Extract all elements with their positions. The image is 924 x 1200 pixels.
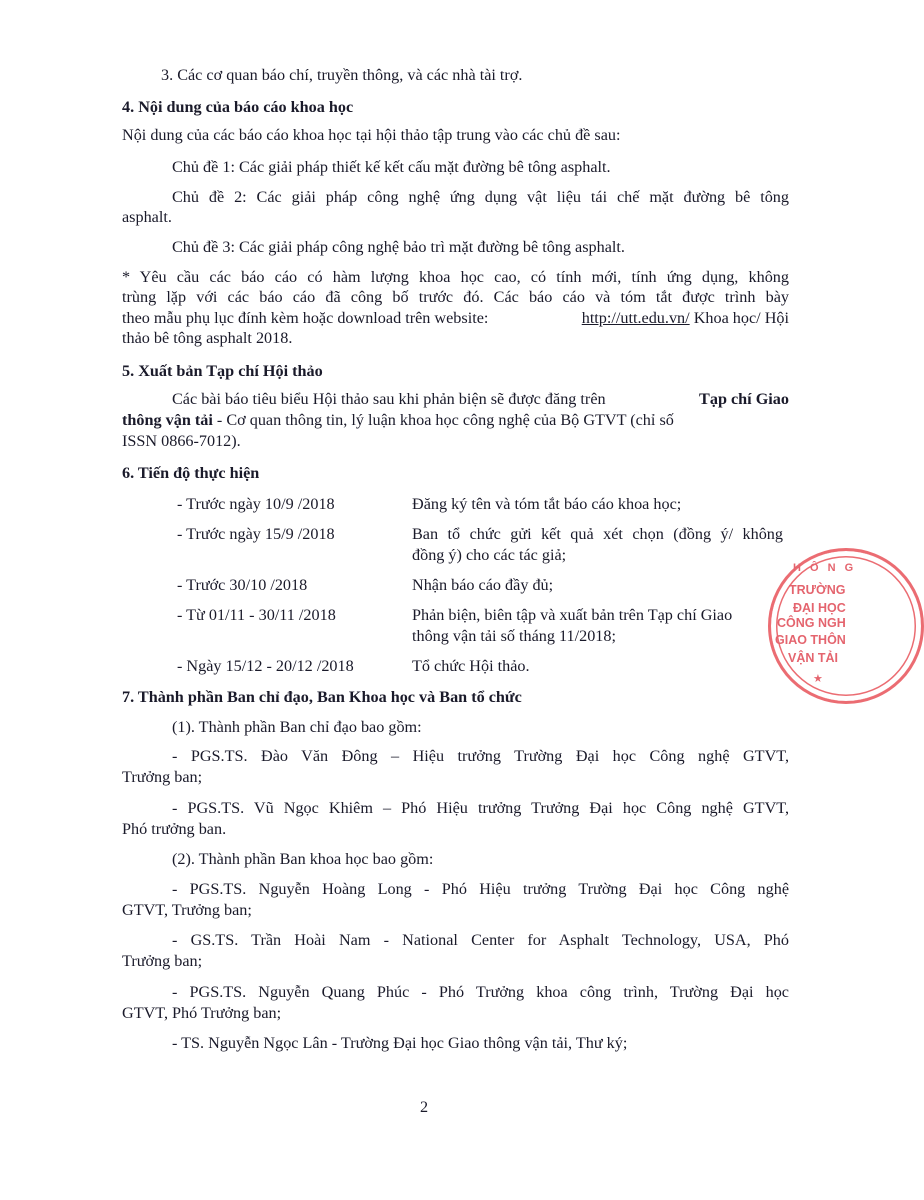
section-6-heading: 6. Tiến độ thực hiện — [122, 464, 260, 482]
schedule-date: - Từ 01/11 - 30/11 /2018 — [177, 606, 336, 624]
website-link[interactable]: http://utt.edu.vn/ — [581, 309, 690, 327]
science-member-1-role: GTVT, Trưởng ban; — [122, 901, 252, 919]
topic-1: Chủ đề 1: Các giải pháp thiết kế kết cấu mặt đường bê tông asphalt. — [172, 158, 611, 176]
section-5-line-1-text: Các bài báo tiêu biểu Hội thảo sau khi phản biện sẽ được đăng trên — [172, 390, 606, 408]
seal-line-2: ĐẠI HỌC — [793, 601, 846, 615]
science-member-2: - GS.TS. Trần Hoài Nam - National Center for Asphalt Technology, USA, Phó — [172, 931, 789, 949]
steering-member-2: - PGS.TS. Vũ Ngọc Khiêm – Phó Hiệu trưởng Trưởng Đại học Công nghệ GTVT, — [172, 799, 789, 817]
schedule-task-cont: đồng ý) cho các tác giả; — [412, 546, 567, 564]
science-member-2-role: Trưởng ban; — [122, 952, 203, 970]
steering-subheading: (1). Thành phần Ban chỉ đạo bao gồm: — [172, 718, 422, 736]
schedule-task: Đăng ký tên và tóm tắt báo cáo khoa học; — [412, 495, 682, 513]
note-line-1: * Yêu cầu các báo cáo có hàm lượng khoa học cao, có tính mới, tính ứng dụng, không — [122, 268, 789, 286]
page-number: 2 — [419, 1098, 429, 1116]
section-7-heading: 7. Thành phần Ban chỉ đạo, Ban Khoa học và Ban tổ chức — [122, 688, 522, 706]
note-line-2: trùng lặp với các báo cáo đã công bố trước đó. Các báo cáo và tóm tắt được trình bày — [122, 288, 789, 306]
seal-line-5: VẬN TẢI — [788, 651, 838, 665]
official-seal — [768, 548, 924, 704]
section-5-line-1 — [172, 389, 789, 409]
star-icon: ★ — [813, 673, 823, 685]
section-4-heading: 4. Nội dung của báo cáo khoa học — [122, 98, 354, 116]
schedule-date: - Trước ngày 15/9 /2018 — [177, 525, 335, 543]
note-line-3 — [122, 308, 789, 328]
schedule-date: - Trước 30/10 /2018 — [177, 576, 308, 594]
item-3: 3. Các cơ quan báo chí, truyền thông, và các nhà tài trợ. — [161, 66, 523, 84]
schedule-task: Nhận báo cáo đầy đủ; — [412, 576, 554, 594]
topic-2-line-2: asphalt. — [122, 208, 172, 226]
note-line-4: thảo bê tông asphalt 2018. — [122, 329, 293, 347]
schedule-task: Ban tổ chức gửi kết quả xét chọn (đồng ý/ không — [412, 525, 783, 543]
science-member-3-role: GTVT, Phó Trưởng ban; — [122, 1004, 282, 1022]
journal-name-part-2: thông vận tải — [122, 411, 213, 429]
science-member-4: - TS. Nguyễn Ngọc Lân - Trường Đại học Giao thông vận tải, Thư ký; — [172, 1034, 628, 1052]
steering-member-1-role: Trưởng ban; — [122, 768, 203, 786]
science-member-3: - PGS.TS. Nguyễn Quang Phúc - Phó Trưởng khoa công trình, Trường Đại học — [172, 983, 789, 1001]
section-5-line-2-text: - Cơ quan thông tin, lý luận khoa học công nghệ của Bộ GTVT (chỉ số — [212, 411, 674, 429]
section-5-line-2 — [122, 410, 789, 430]
steering-member-1: - PGS.TS. Đào Văn Đông – Hiệu trưởng Trường Đại học Công nghệ GTVT, — [172, 747, 789, 765]
topic-3: Chủ đề 3: Các giải pháp công nghệ bảo trì mặt đường bê tông asphalt. — [172, 238, 625, 256]
seal-line-3: CÔNG NGH — [777, 616, 846, 630]
schedule-task: Tổ chức Hội thảo. — [412, 657, 530, 675]
note-line-3-tail: Khoa học/ Hội — [689, 309, 789, 327]
seal-top-text: H Ô N G — [793, 562, 857, 574]
seal-line-1: TRƯỜNG — [789, 583, 846, 597]
journal-name-part-1: Tạp chí Giao — [699, 390, 789, 408]
science-subheading: (2). Thành phần Ban khoa học bao gồm: — [172, 850, 434, 868]
section-4-intro: Nội dung của các báo cáo khoa học tại hội thảo tập trung vào các chủ đề sau: — [122, 126, 621, 144]
schedule-date: - Ngày 15/12 - 20/12 /2018 — [177, 657, 354, 675]
section-5-line-3: ISSN 0866-7012). — [122, 432, 241, 450]
seal-line-4: GIAO THÔN — [775, 633, 846, 647]
science-member-1: - PGS.TS. Nguyễn Hoàng Long - Phó Hiệu trưởng Trường Đại học Công nghệ — [172, 880, 789, 898]
note-line-3-text: theo mẫu phụ lục đính kèm hoặc download trên website: — [122, 309, 489, 327]
schedule-date: - Trước ngày 10/9 /2018 — [177, 495, 335, 513]
topic-2-line-1: Chủ đề 2: Các giải pháp công nghệ ứng dụng vật liệu tái chế mặt đường bê tông — [172, 188, 789, 206]
section-5-heading: 5. Xuất bản Tạp chí Hội thảo — [122, 362, 323, 380]
schedule-task-cont: thông vận tải số tháng 11/2018; — [412, 627, 616, 645]
schedule-task: Phản biện, biên tập và xuất bản trên Tạp chí Giao — [412, 606, 733, 624]
steering-member-2-role: Phó trưởng ban. — [122, 820, 227, 838]
